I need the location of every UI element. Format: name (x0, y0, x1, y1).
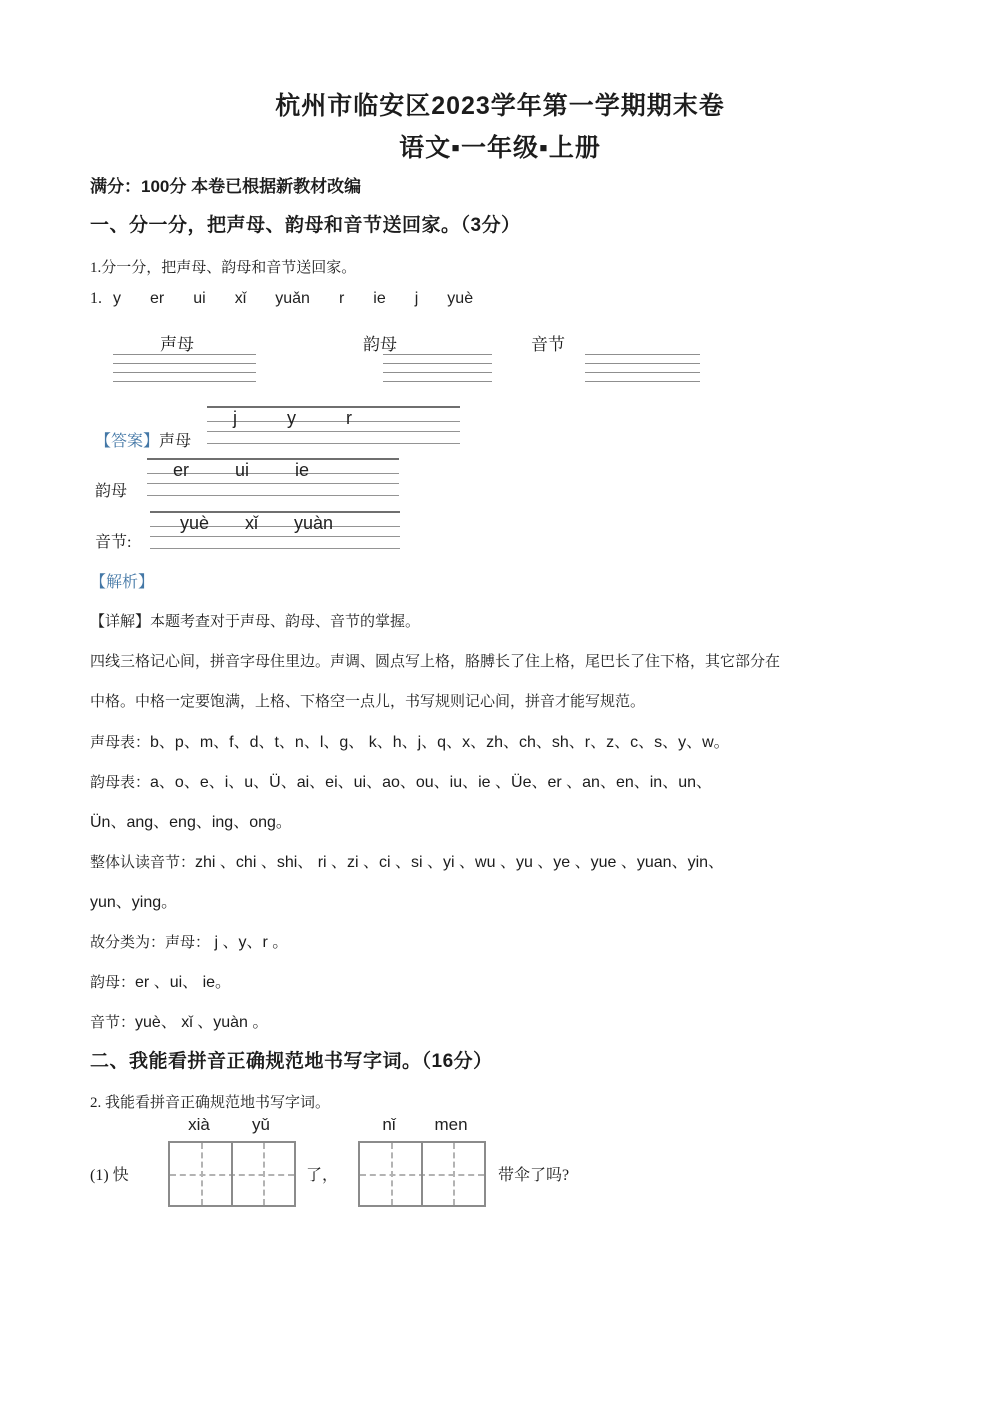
analysis-line-text: zhi 、chi 、shi、 ri 、zi 、ci 、si 、yi 、wu 、yu 、ye 、yue 、yuan、yin、 (195, 854, 725, 871)
answer-yunmu-letters (147, 460, 399, 481)
pinyin-items (113, 290, 473, 308)
cell-divider (421, 1143, 423, 1205)
analysis-line-text: Ün、ang、eng、ing、ong。 (90, 814, 292, 831)
answer-letter: yuè (180, 513, 210, 533)
sentence-middle: 了， (306, 1167, 339, 1184)
pinyin-item: j (414, 290, 419, 307)
analysis-line-label: 音节： (90, 1015, 136, 1031)
analysis-line (90, 932, 970, 972)
answer-yinjie-label: 音节: (95, 534, 132, 551)
pinyin-label-row-box2 (358, 1115, 482, 1135)
analysis-line (90, 812, 970, 852)
answer-shengmu-letters (207, 408, 460, 429)
pinyin-item: xǐ (234, 290, 247, 307)
analysis-line-label: 韵母表： (90, 775, 151, 791)
answer-yinjie-letters (150, 513, 400, 534)
pinyin-item-prefix: 1. (90, 290, 102, 307)
analysis-line-label: 故分类为：声母： (90, 935, 211, 951)
answer-letter: er (173, 460, 190, 480)
analysis-line-label: 韵母： (90, 975, 136, 991)
exam-meta: 满分：100分 本卷已根据新教材改编 (90, 177, 362, 196)
section-two-heading: 二、我能看拼音正确规范地书写字词。（16分） (90, 1051, 493, 1072)
analysis-line-label: 整体认读音节： (90, 855, 196, 871)
answer-letter: xǐ (245, 513, 259, 533)
pinyin-item: er (150, 290, 165, 307)
analysis-line-text: 中格。中格一定要饱满，上格、下格空一点儿，书写规则记心间，拼音才能写规范。 (90, 694, 646, 710)
answer-tag: 【答案】 (95, 433, 160, 450)
pinyin-item: ui (193, 290, 206, 307)
answer-label-row (95, 428, 191, 451)
answer-grid-yunmu (147, 458, 399, 496)
analysis-line-label: 声母表： (90, 735, 151, 751)
pinyin-item-row (90, 290, 473, 308)
analysis-line (90, 772, 970, 812)
analysis-line-text: er 、ui、 ie。 (135, 974, 232, 991)
category-label-shengmu: 声母 (160, 335, 194, 354)
pinyin-label: yǔ (252, 1115, 270, 1134)
pinyin-item: y (113, 290, 121, 307)
writing-box-2[interactable] (358, 1141, 486, 1207)
pinyin-label: nǐ (382, 1115, 396, 1134)
pinyin-item: ie (373, 290, 386, 307)
analysis-line-text: yun、ying。 (90, 894, 178, 911)
page-title: 杭州市临安区2023学年第一学期期末卷 (275, 92, 725, 120)
answer-letter: yuàn (294, 513, 334, 533)
answer-letter: ui (235, 460, 250, 480)
sentence-suffix: 带伞了吗? (498, 1167, 570, 1184)
analysis-tag-line (90, 572, 970, 612)
answer-grid-shengmu (207, 406, 460, 444)
pinyin-item: yuè (447, 290, 474, 307)
answer-letter: r (346, 408, 352, 428)
category-label-yinjie: 音节 (531, 335, 565, 354)
analysis-line (90, 732, 970, 772)
pinyin-item: r (338, 290, 345, 307)
analysis-line (90, 652, 970, 692)
analysis-line-text: a、o、e、i、u、Ü、ai、ei、ui、ao、ou、iu、ie 、Üe、er 、an、en、in、un、 (150, 774, 712, 791)
answer-shengmu-label: 声母 (159, 433, 192, 450)
pinyin-label: men (434, 1115, 468, 1134)
analysis-line (90, 972, 970, 1012)
analysis-line (90, 852, 970, 892)
analysis-line-text: 四线三格记心间，拼音字母住里边。声调、圆点写上格，胳膊长了住上格，尾巴长了住下格，其它部分在 (90, 654, 781, 670)
analysis-line-text: 本题考查对于声母、韵母、音节的掌握。 (150, 614, 421, 630)
answer-letter: j (233, 408, 237, 428)
writing-box-1[interactable] (168, 1141, 296, 1207)
cell-divider (231, 1143, 233, 1205)
analysis-line-label: 【详解】 (90, 614, 151, 630)
analysis-block (90, 572, 970, 1052)
answer-grid-yinjie (150, 511, 400, 549)
answer-letter: y (287, 408, 296, 428)
question-2-text: 2. 我能看拼音正确规范地书写字词。 (90, 1095, 331, 1111)
pinyin-item: yuǎn (275, 290, 310, 307)
analysis-line (90, 612, 970, 652)
sentence-prefix: (1) 快 (90, 1167, 129, 1184)
answer-letter: ie (295, 460, 310, 480)
section-one-heading: 一、分一分，把声母、韵母和音节送回家。（3分） (90, 215, 521, 236)
pinyin-label-row-box1 (168, 1115, 292, 1135)
analysis-line (90, 892, 970, 932)
analysis-line (90, 692, 970, 732)
page-subtitle: 语文▪一年级▪上册 (399, 134, 601, 162)
analysis-line-text: yuè、 xǐ 、yuàn 。 (135, 1014, 269, 1031)
blank-grid-yunmu[interactable] (383, 354, 492, 382)
analysis-tag: 【解析】 (90, 574, 155, 591)
question-1-text: 1.分一分，把声母、韵母和音节送回家。 (90, 260, 357, 276)
analysis-line-text: j 、y、r 。 (210, 934, 289, 951)
blank-grid-yinjie[interactable] (585, 354, 700, 382)
analysis-line-text: b、p、m、f、d、t、n、l、g、 k、h、j、q、x、zh、ch、sh、r、z、c、s、y、w。 (150, 734, 730, 751)
pinyin-label: xià (188, 1115, 210, 1134)
category-label-yunmu: 韵母 (363, 335, 397, 354)
answer-yunmu-label: 韵母 (95, 483, 128, 500)
blank-grid-shengmu[interactable] (113, 354, 256, 382)
